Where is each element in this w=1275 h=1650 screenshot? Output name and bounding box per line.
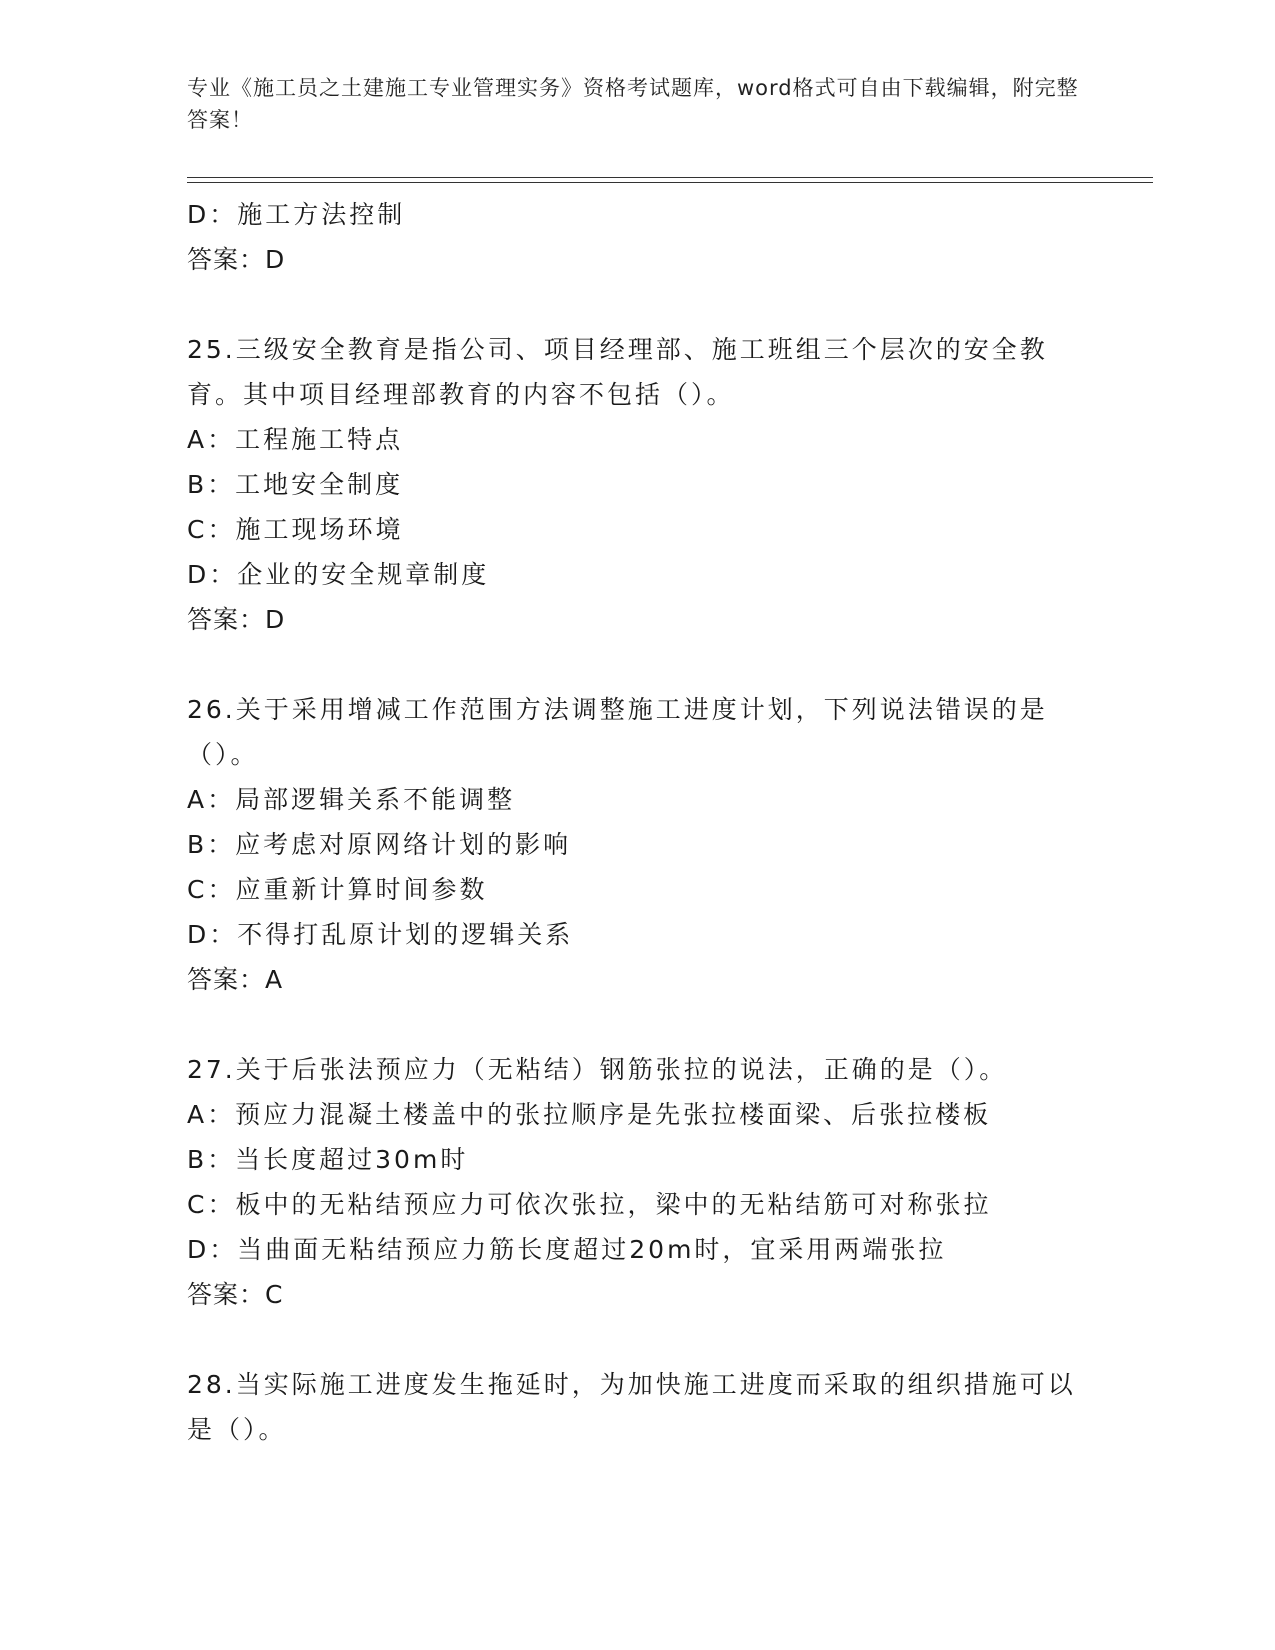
- answer: 答案：C: [187, 1280, 284, 1309]
- question-stem: 27.关于后张法预应力（无粘结）钢筋张拉的说法，正确的是（）。: [187, 1055, 1008, 1084]
- header-rule-bottom: [187, 182, 1153, 183]
- option-a: A：预应力混凝土楼盖中的张拉顺序是先张拉楼面梁、后张拉楼板: [187, 1100, 992, 1129]
- answer: 答案：A: [187, 965, 284, 994]
- option-c: C：应重新计算时间参数: [187, 875, 488, 904]
- header-rule-top: [187, 177, 1153, 178]
- option-b: B：当长度超过30m时: [187, 1145, 469, 1174]
- option-b: B：工地安全制度: [187, 470, 404, 499]
- answer-prev: 答案：D: [187, 245, 286, 274]
- question-26: [187, 687, 1087, 1002]
- question-28: [187, 1362, 1087, 1452]
- option-b: B：应考虑对原网络计划的影响: [187, 830, 572, 859]
- question-stem: 25.三级安全教育是指公司、项目经理部、施工班组三个层次的安全教育。其中项目经理部教育的内容不包括（）。: [187, 335, 1048, 409]
- option-c: C：板中的无粘结预应力可依次张拉，梁中的无粘结筋可对称张拉: [187, 1190, 992, 1219]
- option-a: A：局部逻辑关系不能调整: [187, 785, 516, 814]
- document-header: [187, 72, 1087, 136]
- question-stem: 28.当实际施工进度发生拖延时，为加快施工进度而采取的组织措施可以是（）。: [187, 1370, 1076, 1444]
- option-c: C：施工现场环境: [187, 515, 404, 544]
- question-stem: 26.关于采用增减工作范围方法调整施工进度计划，下列说法错误的是（）。: [187, 695, 1048, 769]
- spacer: [187, 282, 1087, 327]
- option-d-prev: D：施工方法控制: [187, 200, 406, 229]
- question-content: [187, 192, 1087, 1452]
- spacer: [187, 1002, 1087, 1047]
- option-d: D：不得打乱原计划的逻辑关系: [187, 920, 574, 949]
- option-d: D：企业的安全规章制度: [187, 560, 490, 589]
- answer: 答案：D: [187, 605, 286, 634]
- spacer: [187, 1317, 1087, 1362]
- option-a: A：工程施工特点: [187, 425, 404, 454]
- header-text: 专业《施工员之土建施工专业管理实务》资格考试题库，word格式可自由下载编辑，附完整答案！: [187, 76, 1079, 132]
- question-25: [187, 327, 1087, 642]
- option-d: D：当曲面无粘结预应力筋长度超过20m时，宜采用两端张拉: [187, 1235, 947, 1264]
- question-27: [187, 1047, 1087, 1317]
- spacer: [187, 642, 1087, 687]
